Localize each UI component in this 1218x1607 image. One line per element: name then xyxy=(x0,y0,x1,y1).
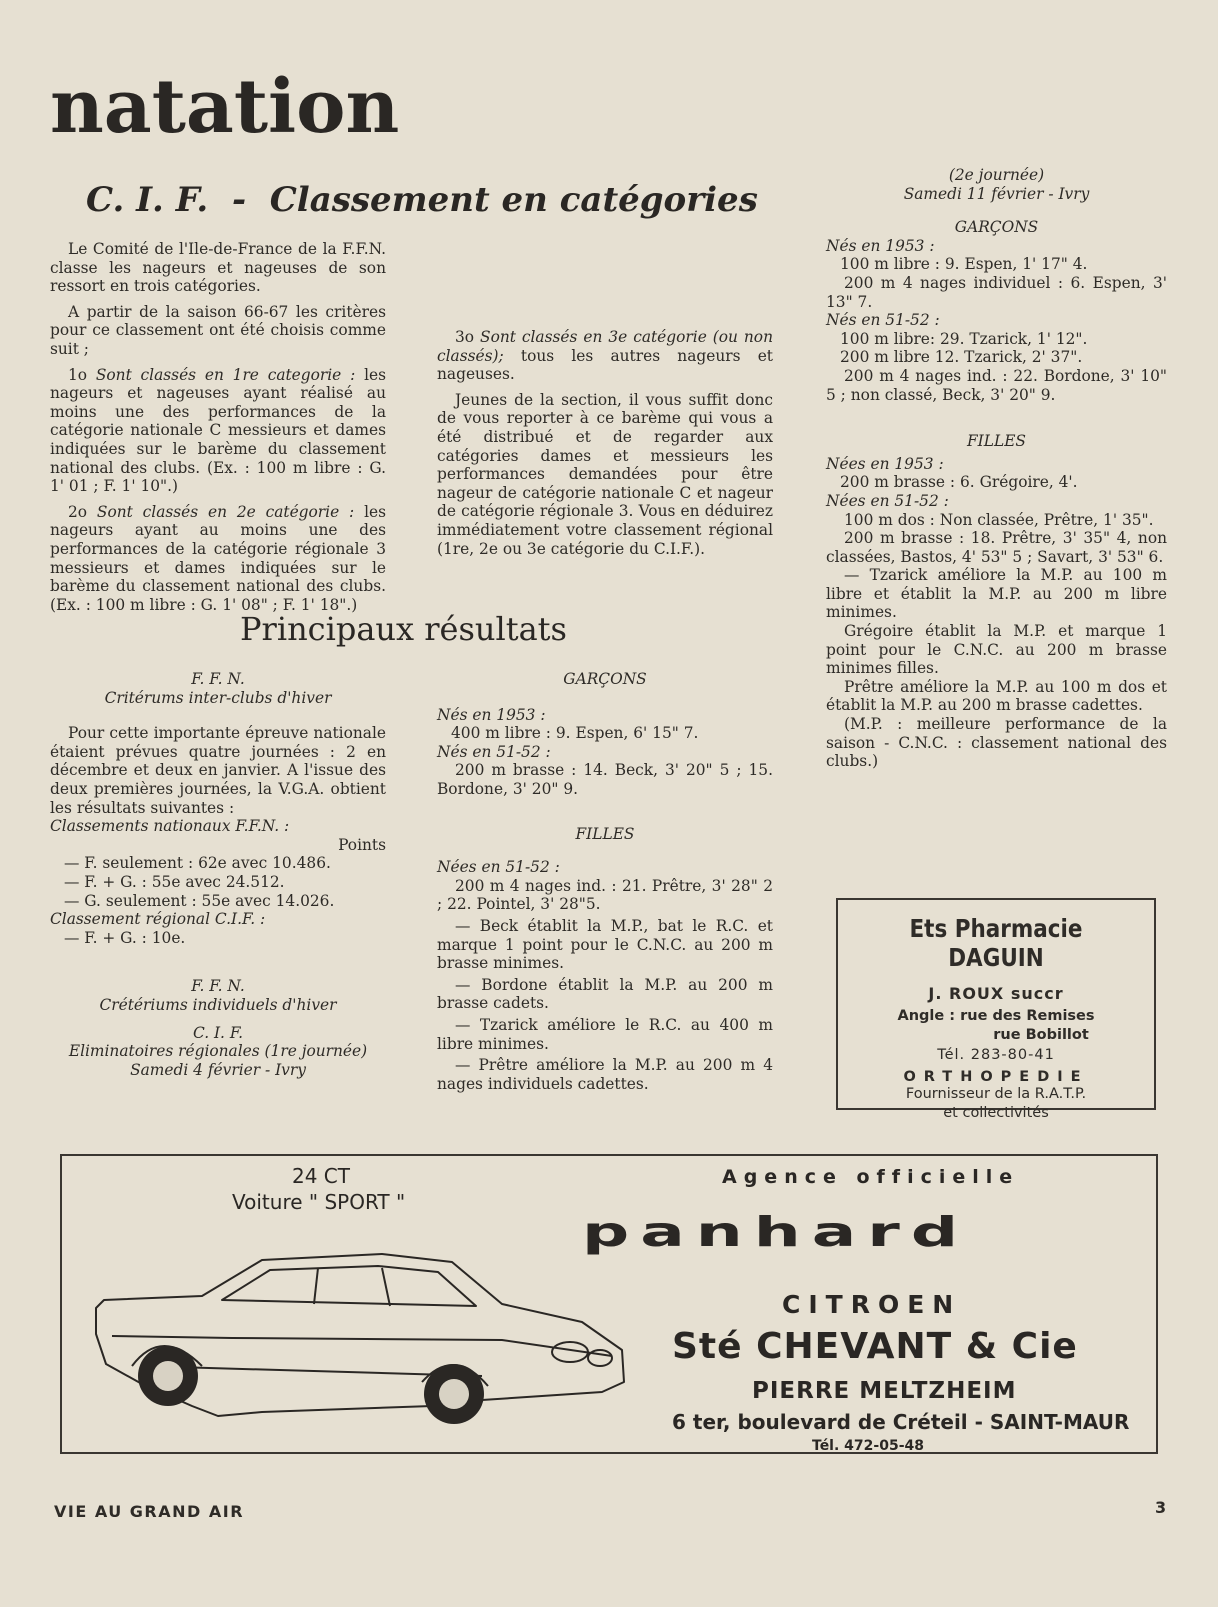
result-line: 100 m libre : 9. Espen, 1' 17" 4. xyxy=(840,255,1088,274)
subheading: F. F. N. xyxy=(191,977,245,996)
label: Nées en 51-52 : xyxy=(437,858,560,877)
note: — Tzarick améliore le R.C. au 400 m libre minimes. xyxy=(437,1015,773,1053)
result-line: 100 m dos : Non classée, Prêtre, 1' 35". xyxy=(844,510,1154,529)
page-title: natation xyxy=(50,64,400,150)
pharmacy-supplier: Fournisseur de la R.A.T.P. xyxy=(905,1086,1087,1102)
page-number: 3 xyxy=(1155,1498,1167,1517)
subheading: FILLES xyxy=(575,824,635,843)
label: Nés en 51-52 : xyxy=(437,742,551,761)
car-model: 24 CT xyxy=(292,1164,350,1188)
note: — Bordone établit la M.P. au 200 m brasse cadets. xyxy=(437,975,773,1013)
dealer-name: Sté CHEVANT & Cie xyxy=(672,1326,1078,1367)
article-column-4 xyxy=(50,670,386,1079)
note: Prêtre améliore la M.P. au 100 m dos et établit la M.P. au 200 m brasse cadettes. xyxy=(826,677,1167,715)
panhard-advertisement xyxy=(60,1154,1158,1454)
article-column-1 xyxy=(50,240,386,621)
note: — Beck établit la M.P., bat le R.C. et marque 1 point pour le C.N.C. au 200 m brasse minimes. xyxy=(437,916,773,973)
label: Nées en 51-52 : xyxy=(826,491,949,510)
pharmacy-supplier: et collectivités xyxy=(943,1105,1049,1121)
label: Nées en 1953 : xyxy=(826,454,944,473)
subheading: (2e journée) xyxy=(948,166,1045,184)
result-line: 200 m brasse : 14. Beck, 3' 20" 5 ; 15. Bordone, 3' 20" 9. xyxy=(437,761,773,798)
subheading: FILLES xyxy=(967,432,1026,451)
note: (M.P. : meilleure performance de la saison - C.N.C. : classement national des clubs.) xyxy=(826,715,1167,771)
section-heading-cif: C. I. F. - Classement en catégories xyxy=(86,180,758,220)
label: Classements nationaux F.F.N. : xyxy=(50,817,290,836)
subheading: Samedi 11 février - Ivry xyxy=(903,184,1090,203)
dealer-contact: PIERRE MELTZHEIM xyxy=(752,1378,1017,1404)
paragraph: 3o Sont classés en 3e catégorie (ou non classés); tous les autres nageurs et nageuses. xyxy=(437,328,773,384)
pharmacy-owner: J. ROUX succr xyxy=(928,984,1064,1003)
note: — Prêtre améliore la M.P. au 200 m 4 nages individuels cadettes. xyxy=(437,1056,773,1093)
paragraph: Pour cette importante épreuve nationale étaient prévues quatre journées : 2 en décembre et deux en janvier. A l'issue des deux premières journées, la V.G.A. obtient les résultats suivantes : xyxy=(50,724,386,817)
car-window xyxy=(222,1266,476,1306)
paragraph: A partir de la saison 66-67 les critères pour ce classement ont été choisis comme suit ; xyxy=(50,302,386,358)
result-line: 200 m 4 nages individuel : 6. Espen, 3' 13" 7. xyxy=(826,273,1167,311)
subheading: Critérums inter-clubs d'hiver xyxy=(104,688,332,707)
subheading: Eliminatoires régionales (1re journée) xyxy=(68,1042,368,1061)
result-line: — F. seulement : 62e avec 10.486. xyxy=(64,854,331,873)
agency-label: Agence officielle xyxy=(722,1166,1020,1188)
result-line: 400 m libre : 9. Espen, 6' 15" 7. xyxy=(451,724,699,743)
label: Classement régional C.I.F. : xyxy=(50,910,266,929)
note: — Tzarick améliore la M.P. au 100 m libre et établit la M.P. au 200 m libre minimes. xyxy=(826,566,1167,622)
result-line: 200 m libre 12. Tzarick, 2' 37". xyxy=(840,348,1083,367)
result-line: — G. seulement : 55e avec 14.026. xyxy=(64,891,335,910)
label: Nés en 51-52 : xyxy=(826,311,940,330)
dealer-phone: Tél. 472-05-48 xyxy=(812,1438,924,1454)
result-line: 200 m 4 nages ind. : 21. Prêtre, 3' 28" 2 ; 22. Pointel, 3' 28"5. xyxy=(437,876,773,914)
result-line: 100 m libre: 29. Tzarick, 1' 12". xyxy=(840,329,1088,348)
subheading: GARÇONS xyxy=(954,218,1039,237)
paragraph: 1o Sont classés en 1re categorie : les nageurs et nageuses ayant réalisé au moins une des performances de la catégorie nationale C messieurs et dames indiquées sur le barème du classement national des clubs. (Ex. : 100 m libre : G. 1' 01 ; F. 1' 10".) xyxy=(50,365,386,496)
subheading: Crétériums individuels d'hiver xyxy=(99,995,337,1014)
result-line: — F. + G. : 55e avec 24.512. xyxy=(64,872,285,891)
pharmacy-name: Ets Pharmacie DAGUIN xyxy=(909,914,1083,972)
brand-citroen: CITROEN xyxy=(782,1290,962,1319)
paragraph: Jeunes de la section, il vous suffit donc de vous reporter à ce barème qui vous a été distribué et de regarder aux catégories dames et messieurs les performances demandées pour être nageur de catégorie nationale C et nageur de catégorie régionale 3. Vous en déduirez immédiatement votre classement régional (1re, 2e ou 3e catégorie du C.I.F.). xyxy=(437,390,773,558)
subheading: GARÇONS xyxy=(563,670,647,688)
paragraph: 2o Sont classés en 2e catégorie : les nageurs ayant au moins une des performances de la catégorie régionale 3 messieurs et dames indiquées sur le barème du classement national des clubs. (Ex. : 100 m libre : G. 1' 08" ; F. 1' 18".) xyxy=(50,502,386,614)
pharmacy-specialty: ORTHOPEDIE xyxy=(903,1069,1089,1085)
publication-title: VIE AU GRAND AIR xyxy=(54,1502,245,1521)
car-illustration xyxy=(82,1216,642,1446)
article-column-2 xyxy=(437,236,773,565)
article-column-3 xyxy=(826,166,1167,771)
subheading: F. F. N. xyxy=(191,670,245,688)
dealer-address: 6 ter, boulevard de Créteil - SAINT-MAUR xyxy=(672,1410,1130,1434)
result-line: 200 m brasse : 18. Prêtre, 3' 35" 4, non classées, Bastos, 4' 53" 5 ; Savart, 3' 53" 6. xyxy=(826,529,1167,566)
note: Grégoire établit la M.P. et marque 1 point pour le C.N.C. au 200 m brasse minimes filles. xyxy=(826,622,1167,678)
article-column-5 xyxy=(437,670,773,1093)
label: Nés en 1953 : xyxy=(826,236,935,255)
pharmacy-advertisement xyxy=(836,898,1156,1121)
brand-logo: panhard xyxy=(582,1208,970,1256)
pharmacy-address: Angle : rue des Remises rue Bobillot xyxy=(897,1008,1095,1043)
label: Nés en 1953 : xyxy=(437,705,546,724)
result-line: — F. + G. : 10e. xyxy=(64,928,186,947)
result-line: 200 m brasse : 6. Grégoire, 4'. xyxy=(840,473,1078,492)
result-line: 200 m 4 nages ind. : 22. Bordone, 3' 10" 5 ; non classé, Beck, 3' 20" 9. xyxy=(826,366,1167,404)
section-heading-results: Principaux résultats xyxy=(240,610,567,648)
label: Points xyxy=(338,835,386,854)
car-type: Voiture " SPORT " xyxy=(232,1190,406,1214)
pharmacy-phone: Tél. 283-80-41 xyxy=(937,1047,1055,1063)
paragraph: Le Comité de l'Ile-de-France de la F.F.N. classe les nageurs et nageuses de son ressort en trois catégories. xyxy=(50,240,386,296)
subheading: Samedi 4 février - Ivry xyxy=(130,1060,306,1079)
subheading: C. I. F. xyxy=(192,1023,244,1042)
